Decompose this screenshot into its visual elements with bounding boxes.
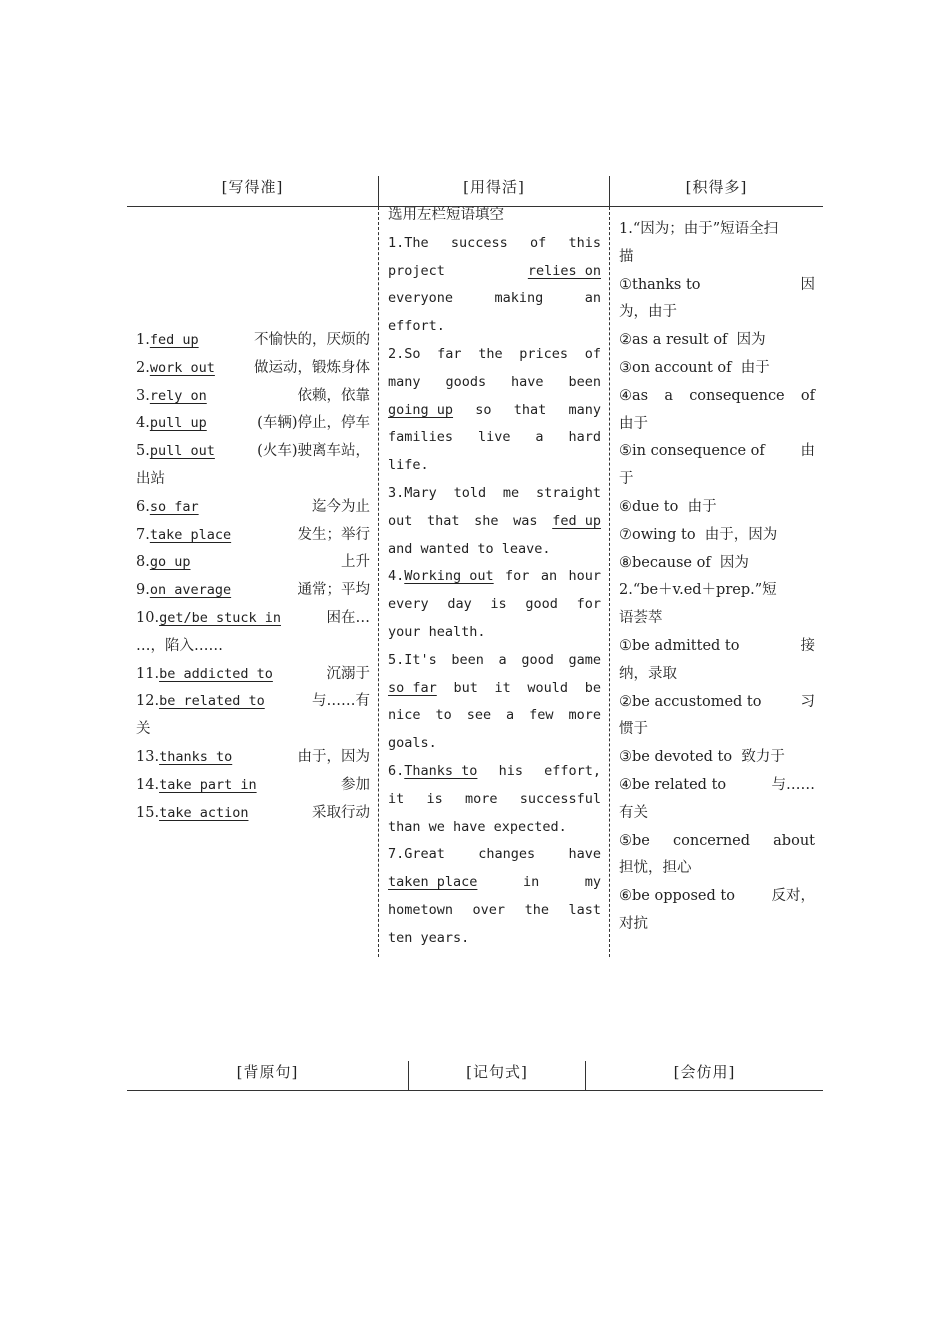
exercise-line	[388, 480, 601, 508]
note-line	[619, 244, 815, 272]
phrase-left	[136, 772, 257, 800]
phrase-meaning: 与……有	[312, 693, 370, 710]
token: have	[511, 373, 544, 390]
token: hour	[568, 568, 601, 585]
note-line	[619, 550, 815, 578]
exercise-line	[388, 536, 601, 564]
phrase-meaning: 做运动，锻炼身体	[254, 359, 370, 376]
token: day	[447, 596, 472, 613]
phrase-text: pull up	[149, 415, 207, 432]
phrase-text: fed up	[149, 332, 199, 348]
exercise-line	[388, 730, 601, 758]
phrase-text: thanks to	[159, 748, 233, 765]
column-divider-2	[609, 207, 610, 957]
token: 担忧，担心	[619, 860, 692, 877]
token: 语荟萃	[619, 610, 663, 627]
phrase-meaning: 上升	[341, 554, 370, 571]
exercise-line	[388, 285, 601, 313]
note-line	[619, 438, 815, 466]
token: 习	[800, 693, 815, 710]
token: 4.Working out	[388, 568, 494, 585]
note-line	[619, 855, 815, 883]
token: ①thanks to	[619, 276, 701, 293]
phrase-text: so far	[149, 498, 199, 515]
note-line	[619, 605, 815, 633]
token: and wanted to leave.	[388, 540, 551, 557]
token: goals.	[388, 735, 437, 752]
token: many	[568, 401, 601, 418]
answer-blank: so far	[388, 679, 437, 696]
note-line	[619, 661, 815, 689]
exercise-line	[388, 786, 601, 814]
token: an	[584, 290, 601, 307]
token: your health.	[388, 623, 486, 640]
token: the	[478, 345, 503, 362]
token: would	[527, 679, 569, 696]
token: hometown	[388, 901, 454, 918]
header-imitate-use: [会仿用]	[673, 1063, 736, 1081]
phrase-left	[136, 549, 190, 577]
token: far	[437, 345, 462, 362]
token: 5.It's	[388, 651, 437, 668]
token: in	[522, 874, 540, 891]
phrase-number: 1.	[136, 332, 150, 348]
phrase-text: rely on	[149, 387, 207, 404]
token: ②be accustomed to	[619, 693, 762, 710]
token: 1.“因为；由于”短语全扫	[619, 221, 779, 237]
note-line	[619, 828, 815, 856]
phrase-meaning: 参加	[341, 776, 370, 793]
note-line	[619, 466, 815, 494]
token: successful	[519, 790, 601, 807]
exercise-line	[388, 841, 601, 869]
token: prices	[519, 345, 569, 362]
exercise-line	[388, 508, 601, 536]
token: consequence	[689, 387, 785, 404]
token: life.	[388, 457, 429, 474]
header-accumulate-more: [积得多]	[685, 178, 748, 196]
token: a	[498, 651, 507, 668]
phrase-number: 10.	[136, 609, 160, 626]
token: effort,	[544, 762, 601, 779]
phrase-text: take part in	[159, 776, 257, 793]
phrase-text: take place	[149, 526, 232, 543]
phrase-meaning: 采取行动	[312, 804, 370, 821]
phrase-left	[136, 355, 215, 383]
token: that	[427, 512, 460, 529]
phrase-item	[136, 383, 370, 411]
token: for	[505, 568, 530, 585]
phrase-number: 5.	[136, 443, 150, 460]
token: 接	[800, 637, 815, 654]
token: 由于	[619, 415, 648, 432]
phrase-item	[136, 494, 370, 522]
token: a	[506, 707, 515, 724]
token: than we have expected.	[388, 818, 567, 835]
token: it	[494, 679, 511, 696]
phrase-meaning-cont: 关	[136, 721, 151, 738]
token: goods	[445, 373, 487, 390]
phrase-number: 11.	[136, 665, 160, 682]
token: hard	[568, 429, 601, 446]
bottom-divider-2	[585, 1061, 586, 1091]
phrase-left	[136, 410, 207, 438]
phrase-number: 8.	[136, 554, 150, 571]
token: out	[388, 512, 413, 529]
phrase-item	[136, 605, 370, 633]
token: ⑥due to 由于	[619, 498, 717, 515]
note-line	[619, 577, 815, 605]
token: straight	[535, 484, 601, 501]
phrase-meaning: (车辆)停止，停车	[257, 415, 370, 432]
token: ④as	[619, 387, 649, 404]
answer-blank: going up	[388, 401, 454, 418]
exercise-line	[388, 619, 601, 647]
header-use-flexibly: [用得活]	[463, 178, 525, 196]
token: changes	[478, 846, 536, 863]
token: to	[435, 707, 452, 724]
phrase-meaning: 沉溺于	[326, 665, 370, 682]
token: been	[568, 373, 601, 390]
phrase-meaning: 发生；举行	[297, 526, 370, 543]
token: 有关	[619, 804, 648, 821]
bottom-divider-1	[408, 1061, 409, 1091]
phrase-number: 13.	[136, 748, 160, 765]
exercise-line	[388, 702, 601, 730]
phrase-left	[136, 383, 207, 411]
token: 反对，	[771, 888, 815, 905]
phrase-left	[136, 744, 232, 772]
exercise-line	[388, 869, 601, 897]
phrase-item	[136, 744, 370, 772]
note-line	[619, 299, 815, 327]
exercise-line	[388, 369, 601, 397]
token: for	[576, 596, 601, 613]
token: ④be related to	[619, 776, 727, 793]
phrase-left	[136, 438, 215, 466]
token: ⑤be	[619, 832, 650, 849]
exercise-line	[388, 452, 601, 480]
token: ①be admitted to	[619, 637, 740, 654]
phrase-meaning: (火车)驶离车站，	[257, 443, 370, 460]
token: his	[498, 762, 523, 779]
token: this	[568, 234, 601, 251]
header-recite-sentence: [背原句]	[236, 1063, 299, 1081]
token: have	[568, 846, 601, 863]
exercise-line	[388, 563, 601, 591]
phrase-text: on average	[149, 582, 232, 599]
header-divider-1	[378, 176, 379, 208]
phrase-number: 4.	[136, 415, 150, 432]
phrase-text: be related to	[159, 693, 265, 710]
token: 对抗	[619, 915, 648, 932]
exercise-line	[388, 897, 601, 925]
token: 2.So	[388, 345, 421, 362]
exercise-line	[388, 925, 601, 953]
phrase-item	[136, 772, 370, 800]
token: me	[502, 484, 520, 501]
token: been	[451, 651, 484, 668]
token: of	[800, 387, 815, 404]
phrase-item	[136, 661, 370, 689]
token: of	[584, 345, 601, 362]
phrase-number: 7.	[136, 526, 150, 543]
phrase-text: get/be stuck in	[159, 609, 281, 626]
token: told	[453, 484, 487, 501]
phrase-item	[136, 688, 370, 716]
phrase-text: pull out	[149, 443, 215, 460]
token: 6.Thanks to	[388, 762, 478, 779]
exercise-line	[388, 341, 601, 369]
token: see	[466, 707, 492, 724]
token: the	[524, 901, 549, 918]
token: 纳，录取	[619, 665, 677, 682]
phrase-meaning: 迄今为止	[312, 498, 370, 515]
exercise-line	[388, 230, 601, 258]
exercise-line	[388, 675, 601, 703]
phrase-left	[136, 688, 265, 716]
exercise-title: 选用左栏短语填空	[388, 207, 504, 223]
token: 因	[800, 276, 815, 293]
phrase-meaning-cont: 出站	[136, 470, 165, 487]
phrase-item	[136, 327, 370, 355]
token: effort.	[388, 318, 445, 335]
header-divider-2	[609, 176, 610, 208]
token: more	[568, 707, 601, 724]
answer-blank: Thanks to	[404, 762, 478, 779]
token: many	[388, 373, 421, 390]
token: over	[472, 901, 506, 918]
token: 7.Great	[388, 846, 445, 863]
token: ⑤in consequence of	[619, 443, 765, 460]
note-line	[619, 633, 815, 661]
token: families	[388, 429, 454, 446]
token: she	[474, 512, 499, 529]
answer-blank: fed up	[552, 512, 601, 529]
token: 2.“be＋v.ed＋prep.”短	[619, 582, 777, 599]
token: last	[568, 901, 601, 918]
exercise-line	[388, 397, 601, 425]
token: project	[388, 262, 445, 279]
token: ③be devoted to 致力于	[619, 749, 785, 766]
phrase-item	[136, 410, 370, 438]
token: ⑦owing to 由于，因为	[619, 526, 778, 543]
phrase-meaning-cont: …，陷入……	[136, 637, 223, 654]
answer-blank: relies on	[527, 262, 601, 279]
token: few	[529, 707, 554, 724]
answer-blank: taken place	[388, 874, 478, 891]
token: good	[525, 596, 558, 613]
token: success	[450, 234, 508, 251]
token: 3.Mary	[388, 484, 437, 501]
token: ③on account of 由于	[619, 359, 770, 376]
exercise-line	[388, 258, 601, 286]
phrase-left	[136, 327, 199, 355]
phrase-left	[136, 522, 231, 550]
token: making	[494, 290, 544, 307]
note-line	[619, 355, 815, 383]
token: ⑥be opposed to	[619, 888, 735, 905]
phrase-item	[136, 549, 370, 577]
phrase-left	[136, 605, 281, 633]
phrase-meaning: 通常；平均	[297, 582, 370, 599]
token: more	[464, 790, 498, 807]
phrase-item	[136, 800, 370, 828]
token: ⑧because of 因为	[619, 554, 749, 571]
note-line	[619, 494, 815, 522]
accumulation-notes	[619, 216, 815, 939]
token: 为，由于	[619, 304, 677, 321]
token: of	[529, 234, 547, 251]
phrase-meaning: 不愉快的，厌烦的	[254, 332, 370, 348]
token: but	[453, 679, 478, 696]
token: is	[490, 596, 507, 613]
token: was	[513, 512, 538, 529]
phrase-item	[136, 355, 370, 383]
note-line	[619, 800, 815, 828]
exercise-line	[388, 814, 601, 842]
token: a	[535, 429, 544, 446]
phrase-left	[136, 577, 231, 605]
exercise-line	[388, 313, 601, 341]
phrase-text: take action	[159, 804, 249, 821]
header-write-accurately: [写得准]	[221, 178, 284, 196]
phrase-left	[136, 494, 199, 522]
phrase-number: 2.	[136, 359, 150, 376]
note-line	[619, 716, 815, 744]
phrase-list	[136, 327, 370, 827]
phrase-number: 15.	[136, 804, 160, 821]
exercise-line	[388, 647, 601, 675]
token: be	[584, 679, 601, 696]
phrase-text: work out	[149, 359, 215, 376]
token: nice	[388, 707, 421, 724]
token: 由	[800, 443, 815, 460]
phrase-number: 9.	[136, 582, 150, 599]
token: live	[477, 429, 511, 446]
token: every	[388, 596, 429, 613]
column-divider-1	[378, 207, 379, 957]
token: game	[568, 651, 601, 668]
token: ten years.	[388, 929, 470, 946]
answer-blank: Working out	[404, 568, 494, 585]
note-line	[619, 411, 815, 439]
phrase-number: 12.	[136, 693, 160, 710]
note-line	[619, 911, 815, 939]
fill-in-exercise	[388, 202, 601, 953]
token: good	[521, 651, 554, 668]
token: 描	[619, 248, 634, 265]
token: a	[664, 387, 673, 404]
phrase-left	[136, 661, 273, 689]
token: so	[475, 401, 492, 418]
bottom-rule	[127, 1090, 823, 1091]
token: 惯于	[619, 721, 648, 738]
phrase-left	[136, 800, 248, 828]
token: 与……	[771, 776, 815, 793]
token: ②as a result of 因为	[619, 332, 766, 349]
token: about	[773, 832, 815, 849]
token: 1.The	[388, 234, 429, 251]
exercise-line	[388, 424, 601, 452]
token: concerned	[673, 832, 751, 849]
phrase-text: go up	[149, 554, 191, 571]
note-line	[619, 216, 815, 244]
token: an	[540, 568, 558, 585]
phrase-item	[136, 438, 370, 466]
token: everyone	[388, 290, 454, 307]
note-line	[619, 689, 815, 717]
token: it	[388, 790, 405, 807]
note-line	[619, 383, 815, 411]
note-line	[619, 272, 815, 300]
note-line	[619, 522, 815, 550]
phrase-number: 3.	[136, 387, 150, 404]
note-line	[619, 772, 815, 800]
exercise-line	[388, 591, 601, 619]
phrase-number: 6.	[136, 498, 150, 515]
token: that	[513, 401, 547, 418]
phrase-meaning: 由于，因为	[297, 748, 370, 765]
exercise-line	[388, 758, 601, 786]
token: is	[426, 790, 443, 807]
phrase-item	[136, 522, 370, 550]
phrase-number: 14.	[136, 776, 160, 793]
phrase-meaning: 依赖，依靠	[297, 387, 370, 404]
phrase-item	[136, 577, 370, 605]
token: my	[584, 874, 601, 891]
phrase-meaning: 困在…	[326, 609, 370, 626]
note-line	[619, 327, 815, 355]
note-line	[619, 883, 815, 911]
header-remember-pattern: [记句式]	[466, 1063, 528, 1081]
note-line	[619, 744, 815, 772]
token: 于	[619, 471, 634, 488]
phrase-text: be addicted to	[159, 665, 273, 682]
